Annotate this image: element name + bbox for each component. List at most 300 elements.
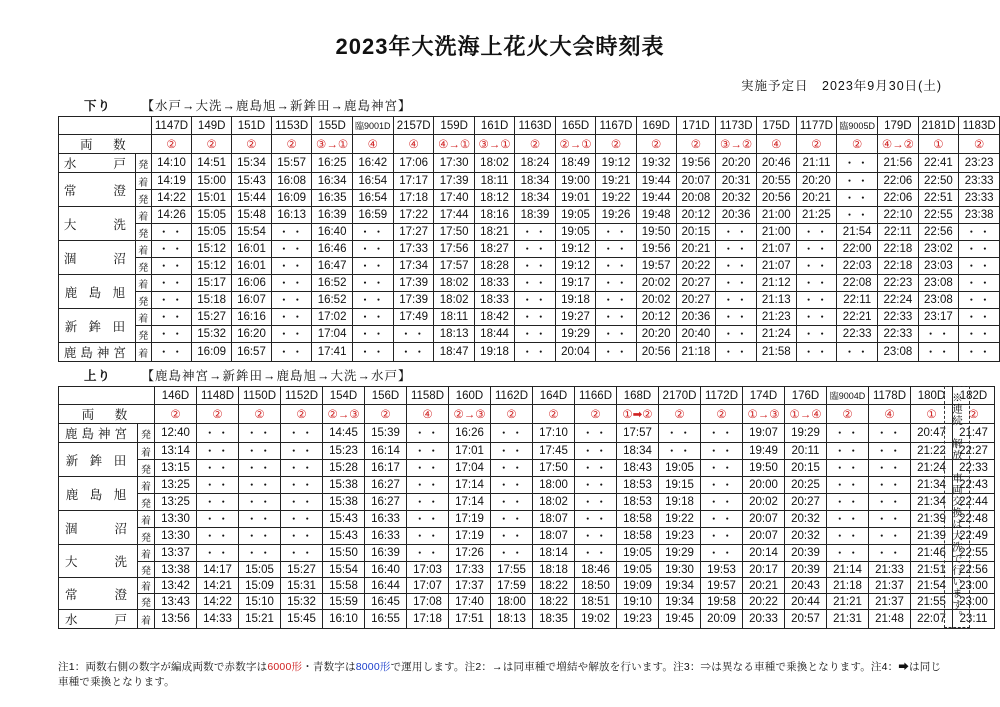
cars-cell: ③→② bbox=[716, 135, 757, 154]
up-route-label: 【鹿島神宮→新鉾田→鹿島旭→大洗→水戸】 bbox=[141, 369, 412, 383]
time-cell: ・・ bbox=[575, 545, 617, 562]
time-cell: 15:01 bbox=[192, 190, 232, 207]
cars-cell: ② bbox=[271, 135, 312, 154]
time-cell: 19:05 bbox=[659, 460, 701, 477]
time-cell: 21:46 bbox=[911, 545, 953, 562]
up-section-header bbox=[84, 366, 412, 384]
time-cell: 13:15 bbox=[155, 460, 197, 477]
time-cell: ・・ bbox=[796, 343, 837, 362]
train-number-cell: 1178D bbox=[869, 387, 911, 405]
time-cell: ・・ bbox=[959, 326, 1000, 343]
arrive-depart-label: 着 bbox=[135, 343, 151, 362]
arrive-depart-label: 着 bbox=[138, 610, 155, 629]
time-cell: 19:22 bbox=[596, 190, 637, 207]
time-cell: 17:33 bbox=[449, 562, 491, 578]
footnotes bbox=[58, 659, 948, 689]
time-cell: 21:00 bbox=[756, 207, 796, 224]
time-cell: 18:49 bbox=[555, 154, 595, 173]
cars-cell: ② bbox=[491, 405, 533, 424]
time-cell: ・・ bbox=[575, 511, 617, 528]
time-cell: 19:21 bbox=[596, 173, 637, 190]
time-cell: 21:24 bbox=[911, 460, 953, 477]
time-cell: 13:42 bbox=[155, 578, 197, 594]
time-cell: 14:10 bbox=[151, 154, 192, 173]
cars-cell: ② bbox=[281, 405, 323, 424]
time-cell: ・・ bbox=[659, 443, 701, 460]
train-number-cell: 156D bbox=[365, 387, 407, 405]
time-cell: 19:23 bbox=[659, 528, 701, 545]
time-cell: ・・ bbox=[827, 494, 869, 511]
train-number-cell: 161D bbox=[474, 117, 514, 135]
time-cell: ・・ bbox=[869, 511, 911, 528]
time-cell: 19:45 bbox=[659, 610, 701, 629]
train-number-cell: 1166D bbox=[575, 387, 617, 405]
time-cell: 15:05 bbox=[239, 562, 281, 578]
cars-cell: ② bbox=[197, 405, 239, 424]
time-cell: 22:10 bbox=[878, 207, 918, 224]
time-cell: 22:56 bbox=[918, 224, 959, 241]
time-cell: 17:04 bbox=[312, 326, 352, 343]
time-cell: ・・ bbox=[407, 511, 449, 528]
time-cell: ・・ bbox=[869, 443, 911, 460]
time-cell: 23:00 bbox=[953, 594, 995, 610]
time-cell: ・・ bbox=[491, 424, 533, 443]
time-cell: ・・ bbox=[837, 207, 878, 224]
time-cell: ・・ bbox=[827, 443, 869, 460]
time-cell: 23:08 bbox=[918, 275, 959, 292]
time-cell: 17:07 bbox=[407, 578, 449, 594]
time-cell: ・・ bbox=[491, 494, 533, 511]
time-cell: 20:20 bbox=[636, 326, 676, 343]
time-cell: 20:56 bbox=[756, 190, 796, 207]
time-cell: 19:12 bbox=[555, 241, 595, 258]
time-cell: 17:18 bbox=[407, 610, 449, 629]
table-row bbox=[59, 494, 995, 511]
table-row bbox=[59, 528, 995, 545]
time-cell: 15:23 bbox=[323, 443, 365, 460]
time-cell: 20:22 bbox=[676, 258, 716, 275]
cars-cell: ④→② bbox=[878, 135, 918, 154]
time-cell: 19:05 bbox=[617, 562, 659, 578]
station-name: 鹿島神宮 bbox=[59, 343, 136, 362]
time-cell: 15:05 bbox=[192, 224, 232, 241]
time-cell: 21:23 bbox=[756, 309, 796, 326]
time-cell: 20:15 bbox=[676, 224, 716, 241]
time-cell: ・・ bbox=[959, 224, 1000, 241]
time-cell: 18:12 bbox=[474, 190, 514, 207]
time-cell: 18:13 bbox=[491, 610, 533, 629]
time-cell: 19:57 bbox=[701, 578, 743, 594]
time-cell: 20:11 bbox=[785, 443, 827, 460]
table-row bbox=[59, 326, 1000, 343]
time-cell: 19:10 bbox=[617, 594, 659, 610]
time-cell: 19:49 bbox=[743, 443, 785, 460]
time-cell: 20:55 bbox=[756, 173, 796, 190]
time-cell: 18:02 bbox=[434, 275, 474, 292]
station-name: 大 洗 bbox=[59, 545, 138, 578]
time-cell: ・・ bbox=[575, 443, 617, 460]
time-cell: 20:12 bbox=[636, 309, 676, 326]
arrive-depart-label: 着 bbox=[135, 173, 151, 190]
time-cell: ・・ bbox=[869, 460, 911, 477]
time-cell: 19:58 bbox=[701, 594, 743, 610]
time-cell: ・・ bbox=[197, 460, 239, 477]
arrive-depart-label: 発 bbox=[138, 424, 155, 443]
table-row bbox=[59, 562, 995, 578]
time-cell: 19:07 bbox=[743, 424, 785, 443]
time-cell: ・・ bbox=[151, 343, 192, 362]
train-number-cell: 171D bbox=[676, 117, 716, 135]
cars-cell: ② bbox=[827, 405, 869, 424]
time-cell: 18:00 bbox=[533, 477, 575, 494]
time-cell: ・・ bbox=[959, 258, 1000, 275]
time-cell: 22:44 bbox=[953, 494, 995, 511]
time-cell: 19:29 bbox=[555, 326, 595, 343]
station-name: 水 戸 bbox=[59, 154, 136, 173]
time-cell: 19:56 bbox=[676, 154, 716, 173]
time-cell: 16:27 bbox=[365, 477, 407, 494]
time-cell: ・・ bbox=[575, 460, 617, 477]
time-cell: 21:55 bbox=[911, 594, 953, 610]
table-row bbox=[59, 594, 995, 610]
time-cell: 14:26 bbox=[151, 207, 192, 224]
time-cell: 18:43 bbox=[617, 460, 659, 477]
time-cell: 16:07 bbox=[232, 292, 272, 309]
time-cell: ・・ bbox=[959, 241, 1000, 258]
time-cell: 20:46 bbox=[756, 154, 796, 173]
time-cell: 18:51 bbox=[575, 594, 617, 610]
time-cell: 20:33 bbox=[743, 610, 785, 629]
time-cell: 15:48 bbox=[232, 207, 272, 224]
train-number-cell: 176D bbox=[785, 387, 827, 405]
time-cell: ・・ bbox=[827, 511, 869, 528]
time-cell: 20:36 bbox=[676, 309, 716, 326]
time-cell: 13:38 bbox=[155, 562, 197, 578]
cars-cell: ②→③ bbox=[449, 405, 491, 424]
train-number-cell: 159D bbox=[434, 117, 474, 135]
time-cell: 22:24 bbox=[878, 292, 918, 309]
time-cell: ・・ bbox=[271, 292, 312, 309]
time-cell: ・・ bbox=[239, 528, 281, 545]
time-cell: 15:43 bbox=[323, 528, 365, 545]
station-name: 涸 沼 bbox=[59, 511, 138, 545]
arrive-depart-label: 発 bbox=[138, 528, 155, 545]
time-cell: ・・ bbox=[281, 460, 323, 477]
time-cell: 18:16 bbox=[474, 207, 514, 224]
time-cell: 15:05 bbox=[192, 207, 232, 224]
time-cell: 19:05 bbox=[617, 545, 659, 562]
time-cell: 15:32 bbox=[281, 594, 323, 610]
time-cell: 15:31 bbox=[281, 578, 323, 594]
time-cell: 22:06 bbox=[878, 173, 918, 190]
station-name: 鹿 島 旭 bbox=[59, 477, 138, 511]
train-number-cell: 179D bbox=[878, 117, 918, 135]
cars-row bbox=[59, 135, 1000, 154]
table-row bbox=[59, 258, 1000, 275]
time-cell: 18:34 bbox=[515, 173, 556, 190]
arrive-depart-label: 発 bbox=[138, 494, 155, 511]
time-cell: 19:17 bbox=[555, 275, 595, 292]
train-number-cell: 1163D bbox=[515, 117, 556, 135]
time-cell: 16:06 bbox=[232, 275, 272, 292]
time-cell: 21:39 bbox=[911, 511, 953, 528]
time-cell: ・・ bbox=[869, 494, 911, 511]
cars-cell: ①→③ bbox=[743, 405, 785, 424]
time-cell: ・・ bbox=[918, 326, 959, 343]
up-direction-label: 上り bbox=[84, 369, 112, 383]
time-cell: 18:07 bbox=[533, 528, 575, 545]
time-cell: 16:52 bbox=[312, 275, 352, 292]
time-cell: ・・ bbox=[151, 275, 192, 292]
time-cell: 15:34 bbox=[232, 154, 272, 173]
time-cell: 20:08 bbox=[676, 190, 716, 207]
cars-cell: ② bbox=[953, 405, 995, 424]
time-cell: 18:02 bbox=[474, 154, 514, 173]
time-cell: ・・ bbox=[151, 224, 192, 241]
time-cell: 16:09 bbox=[271, 190, 312, 207]
cars-cell: ①➡② bbox=[617, 405, 659, 424]
time-cell: 22:21 bbox=[837, 309, 878, 326]
time-cell: 15:38 bbox=[323, 477, 365, 494]
time-cell: 16:40 bbox=[312, 224, 352, 241]
time-cell: 19:01 bbox=[555, 190, 595, 207]
train-number-cell: 1148D bbox=[197, 387, 239, 405]
time-cell: 19:56 bbox=[636, 241, 676, 258]
time-cell: 22:33 bbox=[837, 326, 878, 343]
time-cell: 19:23 bbox=[617, 610, 659, 629]
time-cell: 14:45 bbox=[323, 424, 365, 443]
cars-cell: ④ bbox=[869, 405, 911, 424]
station-name: 新 鉾 田 bbox=[59, 309, 136, 343]
time-cell: 20:07 bbox=[743, 528, 785, 545]
time-cell: 16:45 bbox=[365, 594, 407, 610]
table-row bbox=[59, 610, 995, 629]
time-cell: 20:17 bbox=[743, 562, 785, 578]
time-cell: 16:52 bbox=[312, 292, 352, 309]
time-cell: ・・ bbox=[701, 460, 743, 477]
cars-cell: ②→③ bbox=[323, 405, 365, 424]
cars-cell: ④ bbox=[756, 135, 796, 154]
time-cell: 20:39 bbox=[785, 545, 827, 562]
time-cell: 19:15 bbox=[659, 477, 701, 494]
time-cell: 19:12 bbox=[555, 258, 595, 275]
time-cell: 18:46 bbox=[575, 562, 617, 578]
arrive-depart-label: 発 bbox=[135, 154, 151, 173]
time-cell: ・・ bbox=[271, 241, 312, 258]
time-cell: 21:54 bbox=[837, 224, 878, 241]
time-cell: 22:18 bbox=[878, 258, 918, 275]
cars-cell: ①→④ bbox=[785, 405, 827, 424]
up-timetable bbox=[58, 386, 995, 629]
time-cell: ・・ bbox=[796, 326, 837, 343]
arrive-depart-label: 発 bbox=[135, 326, 151, 343]
time-cell: ・・ bbox=[239, 443, 281, 460]
time-cell: 13:56 bbox=[155, 610, 197, 629]
time-cell: ・・ bbox=[271, 326, 312, 343]
time-cell: 14:22 bbox=[151, 190, 192, 207]
train-number-cell: 164D bbox=[533, 387, 575, 405]
time-cell: 15:17 bbox=[192, 275, 232, 292]
time-cell: ・・ bbox=[407, 494, 449, 511]
time-cell: 15:43 bbox=[232, 173, 272, 190]
time-cell: 20:40 bbox=[676, 326, 716, 343]
time-cell: ・・ bbox=[491, 545, 533, 562]
time-cell: 20:21 bbox=[676, 241, 716, 258]
down-section-header bbox=[84, 96, 412, 114]
cars-cell: ② bbox=[239, 405, 281, 424]
footnote-6000: 6000形 bbox=[267, 661, 303, 673]
table-row bbox=[59, 190, 1000, 207]
time-cell: 20:31 bbox=[716, 173, 757, 190]
time-cell: 16:47 bbox=[312, 258, 352, 275]
time-cell: 17:06 bbox=[393, 154, 434, 173]
time-cell: 18:35 bbox=[533, 610, 575, 629]
time-cell: ・・ bbox=[869, 545, 911, 562]
time-cell: 22:11 bbox=[878, 224, 918, 241]
time-cell: 15:39 bbox=[365, 424, 407, 443]
station-name: 鹿 島 旭 bbox=[59, 275, 136, 309]
time-cell: 20:20 bbox=[716, 154, 757, 173]
time-cell: 19:26 bbox=[596, 207, 637, 224]
time-cell: ・・ bbox=[281, 511, 323, 528]
time-cell: 19:44 bbox=[636, 190, 676, 207]
time-cell: ・・ bbox=[796, 292, 837, 309]
time-cell: ・・ bbox=[596, 224, 637, 241]
time-cell: 18:42 bbox=[474, 309, 514, 326]
time-cell: ・・ bbox=[407, 545, 449, 562]
table-row bbox=[59, 154, 1000, 173]
time-cell: 22:18 bbox=[878, 241, 918, 258]
time-cell: ・・ bbox=[701, 443, 743, 460]
time-cell: 17:45 bbox=[533, 443, 575, 460]
time-cell: 16:01 bbox=[232, 241, 272, 258]
time-cell: 17:41 bbox=[312, 343, 352, 362]
time-cell: 16:17 bbox=[365, 460, 407, 477]
time-cell: ・・ bbox=[491, 443, 533, 460]
time-cell: 23:08 bbox=[878, 343, 918, 362]
time-cell: 17:57 bbox=[434, 258, 474, 275]
time-cell: 15:43 bbox=[323, 511, 365, 528]
time-cell: 19:12 bbox=[596, 154, 637, 173]
time-cell: 15:38 bbox=[323, 494, 365, 511]
time-cell: ・・ bbox=[837, 173, 878, 190]
time-cell: 16:59 bbox=[352, 207, 393, 224]
time-cell: 21:37 bbox=[869, 594, 911, 610]
page-title: 2023年大洗海上花火大会時刻表 bbox=[335, 34, 665, 59]
time-cell: 20:21 bbox=[743, 578, 785, 594]
time-cell: 16:34 bbox=[312, 173, 352, 190]
time-cell: 15:57 bbox=[271, 154, 312, 173]
time-cell: 20:14 bbox=[743, 545, 785, 562]
time-cell: ・・ bbox=[701, 477, 743, 494]
time-cell: 21:25 bbox=[796, 207, 837, 224]
time-cell: 22:33 bbox=[953, 460, 995, 477]
time-cell: ・・ bbox=[575, 528, 617, 545]
train-number-cell: 臨9004D bbox=[827, 387, 869, 405]
time-cell: 22:50 bbox=[918, 173, 959, 190]
time-cell: ・・ bbox=[239, 477, 281, 494]
time-cell: 23:02 bbox=[918, 241, 959, 258]
time-cell: 23:03 bbox=[918, 258, 959, 275]
time-cell: 21:21 bbox=[827, 594, 869, 610]
train-number-cell: 1153D bbox=[271, 117, 312, 135]
time-cell: ・・ bbox=[407, 528, 449, 545]
cars-cell: ④→① bbox=[434, 135, 474, 154]
time-cell: ・・ bbox=[827, 424, 869, 443]
time-cell: ・・ bbox=[716, 258, 757, 275]
cars-cell: ② bbox=[596, 135, 637, 154]
time-cell: ・・ bbox=[197, 545, 239, 562]
time-cell: 21:12 bbox=[756, 275, 796, 292]
time-cell: ・・ bbox=[515, 343, 556, 362]
time-cell: 15:00 bbox=[192, 173, 232, 190]
time-cell: ・・ bbox=[959, 343, 1000, 362]
time-cell: 20:47 bbox=[911, 424, 953, 443]
time-cell: 18:21 bbox=[474, 224, 514, 241]
time-cell: ・・ bbox=[796, 258, 837, 275]
time-cell: 20:32 bbox=[785, 511, 827, 528]
time-cell: 23:00 bbox=[953, 578, 995, 594]
time-cell: 22:43 bbox=[953, 477, 995, 494]
time-cell: ・・ bbox=[281, 528, 323, 545]
time-cell: 19:34 bbox=[659, 594, 701, 610]
cars-row bbox=[59, 405, 995, 424]
arrive-depart-label: 発 bbox=[135, 292, 151, 309]
time-cell: 23:17 bbox=[918, 309, 959, 326]
time-cell: 17:19 bbox=[449, 528, 491, 545]
table-row bbox=[59, 241, 1000, 258]
time-cell: 22:11 bbox=[837, 292, 878, 309]
time-cell: ・・ bbox=[596, 292, 637, 309]
time-cell: 21:39 bbox=[911, 528, 953, 545]
header-blank-cell bbox=[59, 117, 152, 135]
time-cell: 15:59 bbox=[323, 594, 365, 610]
cars-cell: ② bbox=[533, 405, 575, 424]
station-name: 大 洗 bbox=[59, 207, 136, 241]
arrive-depart-label: 着 bbox=[135, 275, 151, 292]
time-cell: ・・ bbox=[239, 460, 281, 477]
time-cell: 19:44 bbox=[636, 173, 676, 190]
time-cell: 21:37 bbox=[869, 578, 911, 594]
time-cell: 13:25 bbox=[155, 477, 197, 494]
time-cell: ・・ bbox=[491, 528, 533, 545]
time-cell: ・・ bbox=[918, 343, 959, 362]
table-row bbox=[59, 343, 1000, 362]
time-cell: ・・ bbox=[596, 309, 637, 326]
footnote-part-3: で運用します。注2：→は同車種で増結や解放を行います。注3：⇒は異なる車種で乗換となります。注4：➡は同じ車種で乗換となります。 bbox=[58, 661, 942, 688]
time-cell: 16:01 bbox=[232, 258, 272, 275]
time-cell: 17:40 bbox=[449, 594, 491, 610]
time-cell: 21:56 bbox=[878, 154, 918, 173]
train-number-cell: 1177D bbox=[796, 117, 837, 135]
time-cell: 21:34 bbox=[911, 477, 953, 494]
time-cell: ・・ bbox=[197, 443, 239, 460]
time-cell: ・・ bbox=[352, 309, 393, 326]
time-cell: ・・ bbox=[869, 477, 911, 494]
table-row bbox=[59, 224, 1000, 241]
time-cell: ・・ bbox=[352, 275, 393, 292]
cars-cell: ② bbox=[151, 135, 192, 154]
time-cell: 18:58 bbox=[617, 528, 659, 545]
time-cell: ・・ bbox=[151, 241, 192, 258]
time-cell: 21:22 bbox=[911, 443, 953, 460]
arrive-depart-label: 着 bbox=[138, 545, 155, 562]
time-cell: 21:13 bbox=[756, 292, 796, 309]
time-cell: 15:12 bbox=[192, 258, 232, 275]
time-cell: 18:13 bbox=[434, 326, 474, 343]
time-cell: 17:04 bbox=[449, 460, 491, 477]
time-cell: ・・ bbox=[716, 326, 757, 343]
